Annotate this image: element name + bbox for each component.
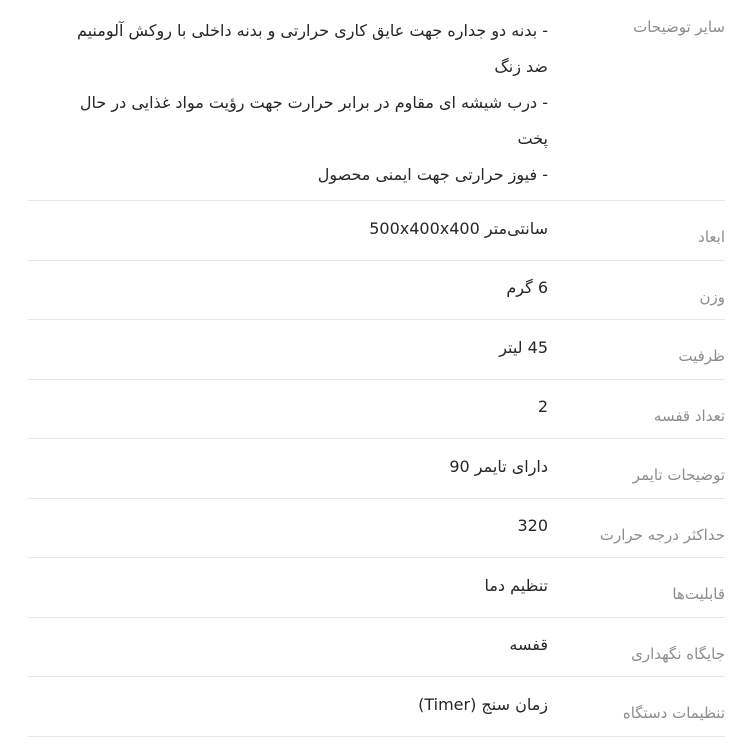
spec-label: ابعاد bbox=[698, 228, 725, 247]
spec-label: جایگاه نگهداری bbox=[631, 644, 725, 663]
spec-value: 2 bbox=[537, 397, 548, 417]
spec-value: زمان سنج (Timer) bbox=[418, 694, 548, 714]
description-line: - فیوز حرارتی جهت ایمنی محصول bbox=[317, 165, 548, 184]
spec-value: دارای تایمر 90 bbox=[449, 456, 548, 476]
spec-value bbox=[28, 0, 548, 200]
spec-row-storage-location bbox=[28, 618, 725, 678]
spec-row-weight bbox=[28, 261, 725, 321]
spec-row-rack-count bbox=[28, 380, 725, 440]
spec-value: 45 لیتر bbox=[499, 337, 548, 357]
spec-label: وزن bbox=[699, 287, 725, 306]
spec-label: سایر توضیحات bbox=[633, 18, 725, 36]
spec-value: قفسه bbox=[509, 635, 548, 655]
spec-row-max-temperature bbox=[28, 499, 725, 559]
spec-label: تعداد قفسه bbox=[653, 406, 725, 425]
description-line: - درب شیشه ای مقاوم در برابر حرارت جهت رؤیت مواد غذایی در حال bbox=[79, 93, 548, 112]
spec-label: تنظیمات دستگاه bbox=[622, 704, 725, 723]
spec-row-device-settings bbox=[28, 677, 725, 737]
spec-label: حداکثر درجه حرارت bbox=[599, 525, 725, 544]
spec-row-dimensions bbox=[28, 201, 725, 261]
description-line: ضد زنگ bbox=[494, 57, 548, 76]
product-specs-table bbox=[28, 0, 725, 737]
spec-row-timer-description bbox=[28, 439, 725, 499]
spec-value: تنظیم دما bbox=[484, 575, 548, 595]
spec-value: 6 گرم bbox=[506, 278, 548, 298]
spec-label: توضیحات تایمر bbox=[632, 466, 725, 485]
spec-label: قابلیت‌ها bbox=[672, 585, 725, 604]
spec-row-other-description bbox=[28, 0, 725, 201]
spec-row-capacity bbox=[28, 320, 725, 380]
spec-value: 320 bbox=[517, 516, 548, 536]
description-line: پخت bbox=[517, 129, 548, 148]
spec-label: ظرفیت bbox=[678, 347, 725, 366]
spec-value: سانتی‌متر 500x400x400 bbox=[369, 218, 548, 238]
spec-row-features bbox=[28, 558, 725, 618]
description-line: - بدنه دو جداره جهت عایق کاری حرارتی و بدنه داخلی با روکش آلومنیم bbox=[76, 21, 548, 40]
